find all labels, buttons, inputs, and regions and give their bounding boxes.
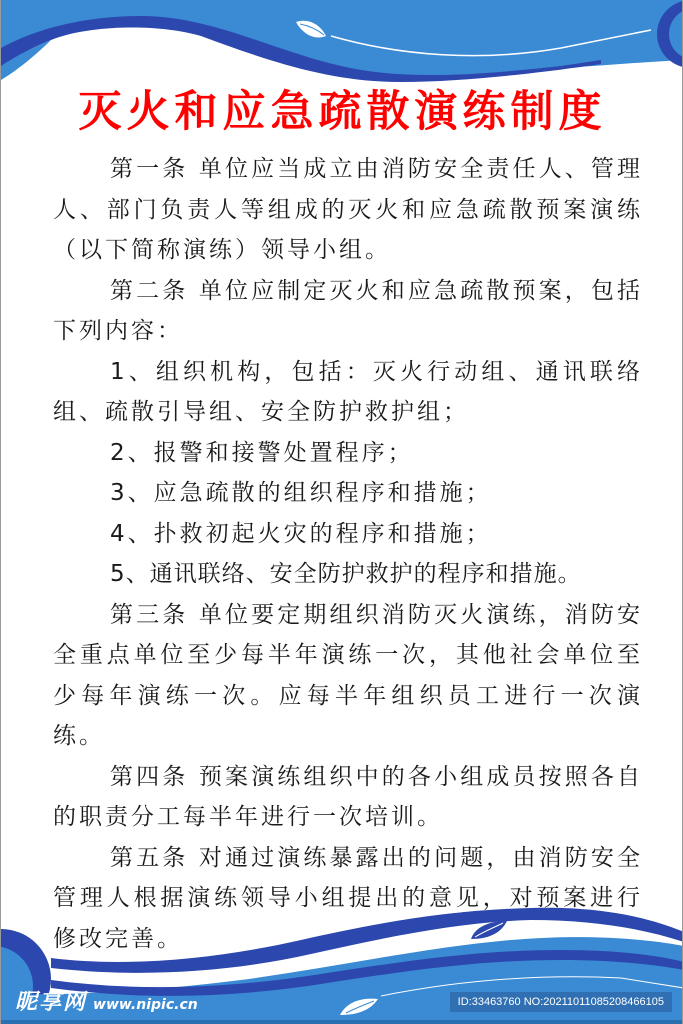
article-label: 第四条 [110,763,189,790]
watermark-logo [15,985,198,1016]
list-item-2 [53,433,643,474]
article-4 [53,757,643,838]
article-3 [53,595,643,757]
article-text: 单位应当成立由消防安全责任人、管理人、部门负责人等组成的灭火和应急疏散预案演练（以下简称演练）领导小组。 [53,156,644,263]
article-2 [53,271,643,352]
leaf-icon [338,995,380,1017]
watermark-url: www.nipic.cn [93,997,198,1013]
watermark-brand: 昵享网 [15,990,88,1015]
article-text: 单位应制定灭火和应急疏散预案，包括下列内容： [53,277,644,344]
article-label: 第二条 [110,277,189,304]
list-item-1 [53,352,643,433]
article-text: 单位要定期组织消防灭火演练，消防安全重点单位至少每半年演练一次，其他社会单位至少每年演练一次。应每半年组织员工进行一次演练。 [53,601,644,749]
article-1 [53,149,643,271]
item-number: 4、 [110,520,154,547]
list-item-3 [53,473,643,514]
leaf-icon [469,919,509,941]
list-item-5 [53,554,643,595]
item-text: 报警和接警处置程序； [153,439,414,466]
leaf-icon [294,18,336,42]
item-number: 2、 [110,439,154,466]
article-text: 对通过演练暴露出的问题，由消防安全管理人根据演练领导小组提出的意见，对预案进行修改完善。 [53,844,644,952]
article-label: 第一条 [110,156,189,182]
item-text: 组织机构，包括：灭火行动组、通讯联络组、疏散引导组、安全防护救护组； [53,358,644,425]
article-label: 第五条 [110,844,189,871]
article-text: 预案演练组织中的各小组成员按照各自的职责分工每半年进行一次培训。 [53,763,644,830]
item-number: 3、 [110,480,154,506]
list-item-4 [53,514,643,555]
page-title: 灭火和应急疏散演练制度 [78,87,607,137]
item-text: 通讯联络、安全防护救护的程序和措施。 [149,561,582,587]
item-text: 扑救初起火灾的程序和措施； [153,520,492,547]
watermark-id-badge: ID:33463760 NO:20211011085208466105 [450,992,672,1012]
item-text: 应急疏散的组织程序和措施； [153,480,492,506]
article-label: 第三条 [110,601,189,628]
regulation-body [53,149,643,959]
item-number: 5、 [110,561,150,587]
item-number: 1、 [110,358,156,385]
